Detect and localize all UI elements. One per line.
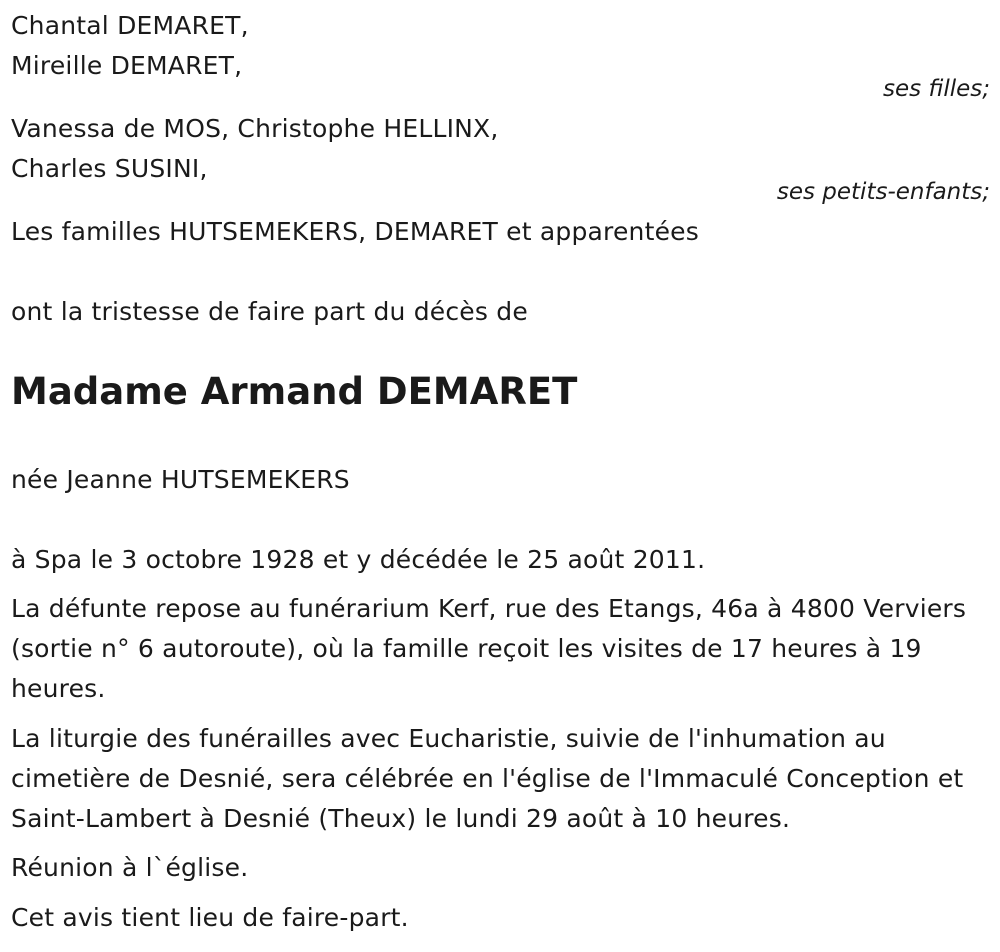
deceased-name: Madame Armand DEMARET — [11, 370, 578, 413]
daughter-name-2: Mireille DEMARET, — [11, 51, 243, 80]
maiden-name: née Jeanne HUTSEMEKERS — [11, 465, 350, 494]
daughter-name-1: Chantal DEMARET, — [11, 11, 249, 40]
announcement-text: ont la tristesse de faire part du décès de — [11, 297, 528, 326]
grandchildren-line-2: Charles SUSINI, — [11, 154, 208, 183]
birth-death-line: à Spa le 3 octobre 1928 et y décédée le 25 août 2011. — [11, 545, 706, 574]
repose-paragraph: La défunte repose au funérarium Kerf, rue des Etangs, 46a à 4800 Verviers (sortie n° 6 autoroute), où la famille reçoit les visites de 17 heures à 19 heures. — [11, 594, 967, 703]
grandchildren-line-1: Vanessa de MOS, Christophe HELLINX, — [11, 114, 499, 143]
grandchildren-role: ses petits-enfants; — [776, 179, 990, 205]
closing-line: Cet avis tient lieu de faire-part. — [11, 903, 409, 932]
families-line: Les familles HUTSEMEKERS, DEMARET et apparentées — [11, 217, 699, 246]
meeting-line: Réunion à l`église. — [11, 853, 249, 882]
liturgy-paragraph: La liturgie des funérailles avec Eucharistie, suivie de l'inhumation au cimetière de Desnié, sera célébrée en l'église de l'Immaculé Conception et Saint-Lambert à Desnié (Theux) le lundi 29 août à 10 heures. — [11, 724, 964, 833]
daughters-role: ses filles; — [883, 76, 990, 102]
